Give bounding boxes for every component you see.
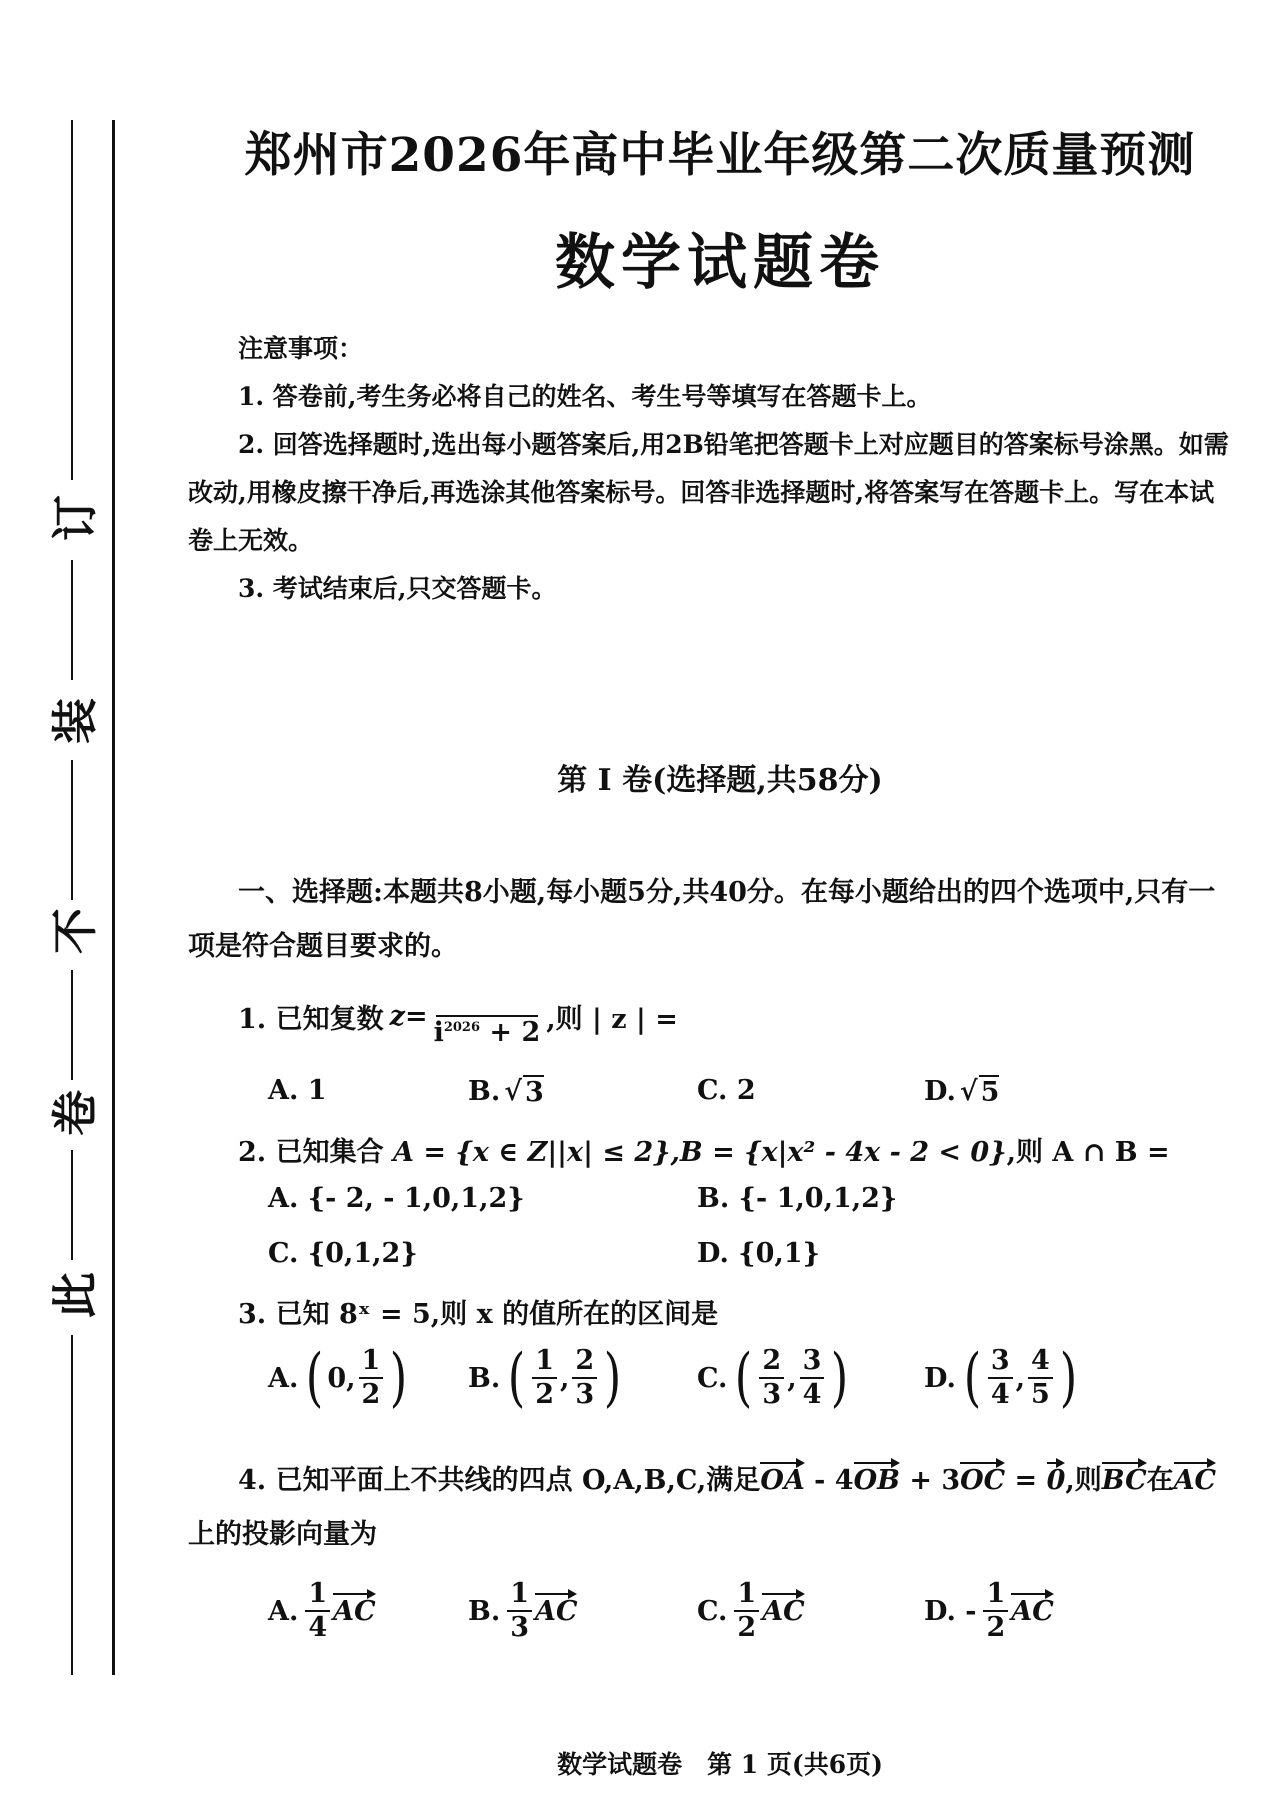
option-label: D. -: [924, 1595, 977, 1627]
vector-zero: 0: [1046, 1465, 1066, 1496]
binding-dash: [71, 1335, 73, 1675]
question-2-set-b: ,B = {x|x² - 4x - 2 < 0}: [670, 1137, 1007, 1168]
numerator: 1: [359, 1345, 384, 1379]
note-item-2: 2. 回答选择题时,选出每小题答案后,用2B铅笔把答题卡上对应题目的答案标号涂黑。如需改动,用橡皮擦干净后,再选涂其他答案标号。回答非选择题时,将答案写在答题卡上。写在本试卷上无效。: [188, 430, 1229, 555]
question-4-mid4: ,则: [1065, 1465, 1102, 1496]
notes-block: [188, 325, 1238, 613]
numerator: 4: [1028, 1345, 1053, 1379]
numerator: 1: [532, 1345, 557, 1379]
question-4-stem: 4. 已知平面上不共线的四点 O,A,B,C,满足: [238, 1465, 761, 1496]
question-4-option-c[interactable]: [697, 1578, 805, 1645]
binding-char-ci: 此: [48, 1272, 102, 1318]
question-2-option-b[interactable]: [697, 1183, 897, 1214]
option-label: D.: [924, 1362, 956, 1394]
denominator: 2: [361, 1379, 381, 1411]
option-label: C.: [697, 1595, 728, 1627]
numerator: 1: [734, 1578, 759, 1612]
question-4-line2: 上的投影向量为: [188, 1519, 377, 1550]
option-fraction: [507, 1578, 532, 1645]
option-radicand: 3: [524, 1077, 544, 1108]
option-fraction: [305, 1578, 330, 1645]
question-1-option-d[interactable]: D. √ 5: [924, 1076, 1000, 1108]
exam-title: 郑州市2026年高中毕业年级第二次质量预测: [244, 128, 1196, 183]
question-4: [238, 1458, 1216, 1497]
paren-left: (: [735, 1341, 753, 1416]
question-1-option-c[interactable]: [697, 1075, 756, 1106]
paren-right: ): [831, 1341, 849, 1416]
question-3-stem: 3. 已知 8ˣ = 5,则 x 的值所在的区间是: [238, 1299, 719, 1330]
numerator: 3: [988, 1345, 1013, 1379]
option-fraction: [983, 1578, 1008, 1645]
paren-right: ): [1059, 1341, 1078, 1416]
question-3-option-b[interactable]: B. ( $\frac{1}{2}$ , $\frac{2}{3}$ ): [468, 1341, 622, 1416]
numerator: 2: [572, 1345, 597, 1379]
binding-char-juan: 卷: [48, 1090, 102, 1136]
denominator: 3: [575, 1379, 595, 1411]
page-footer: 数学试题卷 第 1 页(共6页): [557, 1750, 883, 1779]
question-2-tail: ,则 A ∩ B =: [1006, 1137, 1170, 1168]
numerator: 2: [759, 1345, 784, 1379]
denominator: 4: [308, 1612, 328, 1644]
question-2-option-c[interactable]: [268, 1238, 418, 1269]
paren-right: ): [603, 1341, 622, 1416]
option-text: A. {- 2, - 1,0,1,2}: [268, 1183, 525, 1214]
question-4-mid1: - 4: [804, 1465, 854, 1496]
question-4-mid2: + 3: [899, 1465, 961, 1496]
question-4-mid5: 在: [1146, 1465, 1174, 1496]
question-1-den-tail: + 2: [480, 1017, 541, 1049]
question-4-mid3: =: [1005, 1465, 1047, 1496]
option-label: B.: [468, 1362, 501, 1394]
option-fraction: [572, 1345, 597, 1412]
option-fraction: [359, 1345, 384, 1412]
option-fraction: [800, 1345, 825, 1412]
option-label: D.: [924, 1076, 956, 1107]
vector-bc: BC: [1101, 1465, 1147, 1496]
question-3-option-a[interactable]: A. ( 0 , $\frac{1}{2}$ ): [268, 1341, 408, 1416]
denominator: 2: [737, 1612, 757, 1644]
paren-left: (: [306, 1341, 324, 1416]
question-4-option-b[interactable]: [468, 1578, 577, 1645]
paren-right: ): [390, 1341, 408, 1416]
binding-dash: [71, 760, 73, 900]
binding-dash: [71, 120, 73, 480]
vector-ac: AC: [762, 1595, 805, 1627]
question-1-den-exp: 2026: [443, 1020, 481, 1036]
numerator: 3: [800, 1345, 825, 1379]
paren-left: (: [963, 1341, 982, 1416]
denominator: 2: [535, 1379, 554, 1411]
denominator: 3: [510, 1612, 530, 1644]
option-label: B.: [468, 1595, 501, 1627]
vector-ac: AC: [1011, 1595, 1054, 1627]
numerator: 1: [507, 1578, 532, 1612]
binding-char-ding: 订: [48, 495, 102, 541]
question-2-set-a: A = {x ∈ Z||x| ≤ 2}: [393, 1137, 671, 1168]
question-4-option-a[interactable]: [268, 1578, 376, 1645]
option-fraction: [734, 1578, 759, 1645]
option-text: C. 2: [697, 1075, 756, 1106]
question-3-option-d[interactable]: D. ( $\frac{3}{4}$ , $\frac{4}{5}$ ): [924, 1341, 1078, 1416]
question-3-option-c[interactable]: C. ( $\frac{2}{3}$ , $\frac{3}{4}$ ): [697, 1341, 849, 1416]
numerator: 1: [305, 1578, 330, 1612]
question-1-eq: =: [404, 1000, 428, 1032]
question-1-option-a[interactable]: [268, 1075, 327, 1106]
notes-heading: 注意事项：: [238, 334, 364, 363]
option-text: B. {- 1,0,1,2}: [697, 1183, 898, 1214]
denominator: 4: [802, 1379, 822, 1411]
question-1: [238, 983, 678, 1050]
option-label: B.: [468, 1076, 501, 1107]
question-1-option-b[interactable]: B. √ 3: [468, 1076, 544, 1108]
question-3: [238, 1292, 718, 1331]
option-fraction: [1028, 1345, 1053, 1412]
binding-char-bu: 不: [48, 908, 102, 954]
option-fraction: [759, 1345, 784, 1412]
part-heading: 第 Ⅰ 卷(选择题,共58分): [557, 763, 883, 798]
binding-dash: [71, 560, 73, 680]
question-4-option-d[interactable]: [924, 1578, 1054, 1645]
question-1-var: z: [389, 1000, 405, 1032]
vector-oa: OA: [760, 1465, 805, 1496]
vector-ac: AC: [333, 1595, 376, 1627]
denominator: 2: [986, 1612, 1006, 1644]
denominator: 4: [990, 1379, 1010, 1411]
binding-char-zhuang: 装: [48, 698, 102, 744]
option-text: D. {0,1}: [697, 1238, 820, 1269]
note-item-3: 3. 考试结束后,只交答题卡。: [238, 574, 557, 603]
question-1-tail: ,则 | z | =: [546, 1003, 678, 1035]
question-2-option-d[interactable]: [697, 1238, 820, 1269]
option-label: A.: [268, 1595, 299, 1627]
binding-dash: [71, 970, 73, 1080]
section-instructions: 一、选择题:本题共8小题,每小题5分,共40分。在每小题给出的四个选项中,只有一项是符合题目要求的。: [188, 877, 1216, 962]
note-item-1: 1. 答卷前,考生务必将自己的姓名、考生号等填写在答题卡上。: [238, 382, 932, 411]
exam-subtitle: 数学试题卷: [555, 228, 885, 298]
vector-ac: AC: [535, 1595, 578, 1627]
paren-left: (: [507, 1341, 526, 1416]
option-fraction: [532, 1345, 557, 1412]
option-left-bound: 0: [327, 1362, 347, 1394]
question-1-stem: 1. 已知复数: [238, 1003, 384, 1035]
option-label: C.: [697, 1362, 728, 1394]
option-radicand: 5: [980, 1077, 1000, 1108]
numerator: 1: [983, 1578, 1008, 1612]
vector-oc: OC: [960, 1465, 1006, 1496]
binding-dash: [71, 1150, 73, 1260]
option-text: C. {0,1,2}: [268, 1238, 418, 1269]
vector-ob: OB: [853, 1465, 900, 1496]
denominator: 5: [1031, 1379, 1050, 1411]
question-1-fraction: [431, 983, 544, 1050]
question-1-den: i: [433, 1017, 444, 1049]
question-2: [238, 1130, 1170, 1169]
question-2-option-a[interactable]: [268, 1183, 525, 1214]
option-text: A. 1: [268, 1075, 327, 1106]
option-fraction: [988, 1345, 1013, 1412]
denominator: 3: [762, 1379, 782, 1411]
binding-margin-line: [112, 120, 115, 1675]
option-label: A.: [268, 1362, 299, 1394]
vector-ac: AC: [1173, 1465, 1217, 1496]
question-2-stem: 2. 已知集合: [238, 1137, 384, 1168]
